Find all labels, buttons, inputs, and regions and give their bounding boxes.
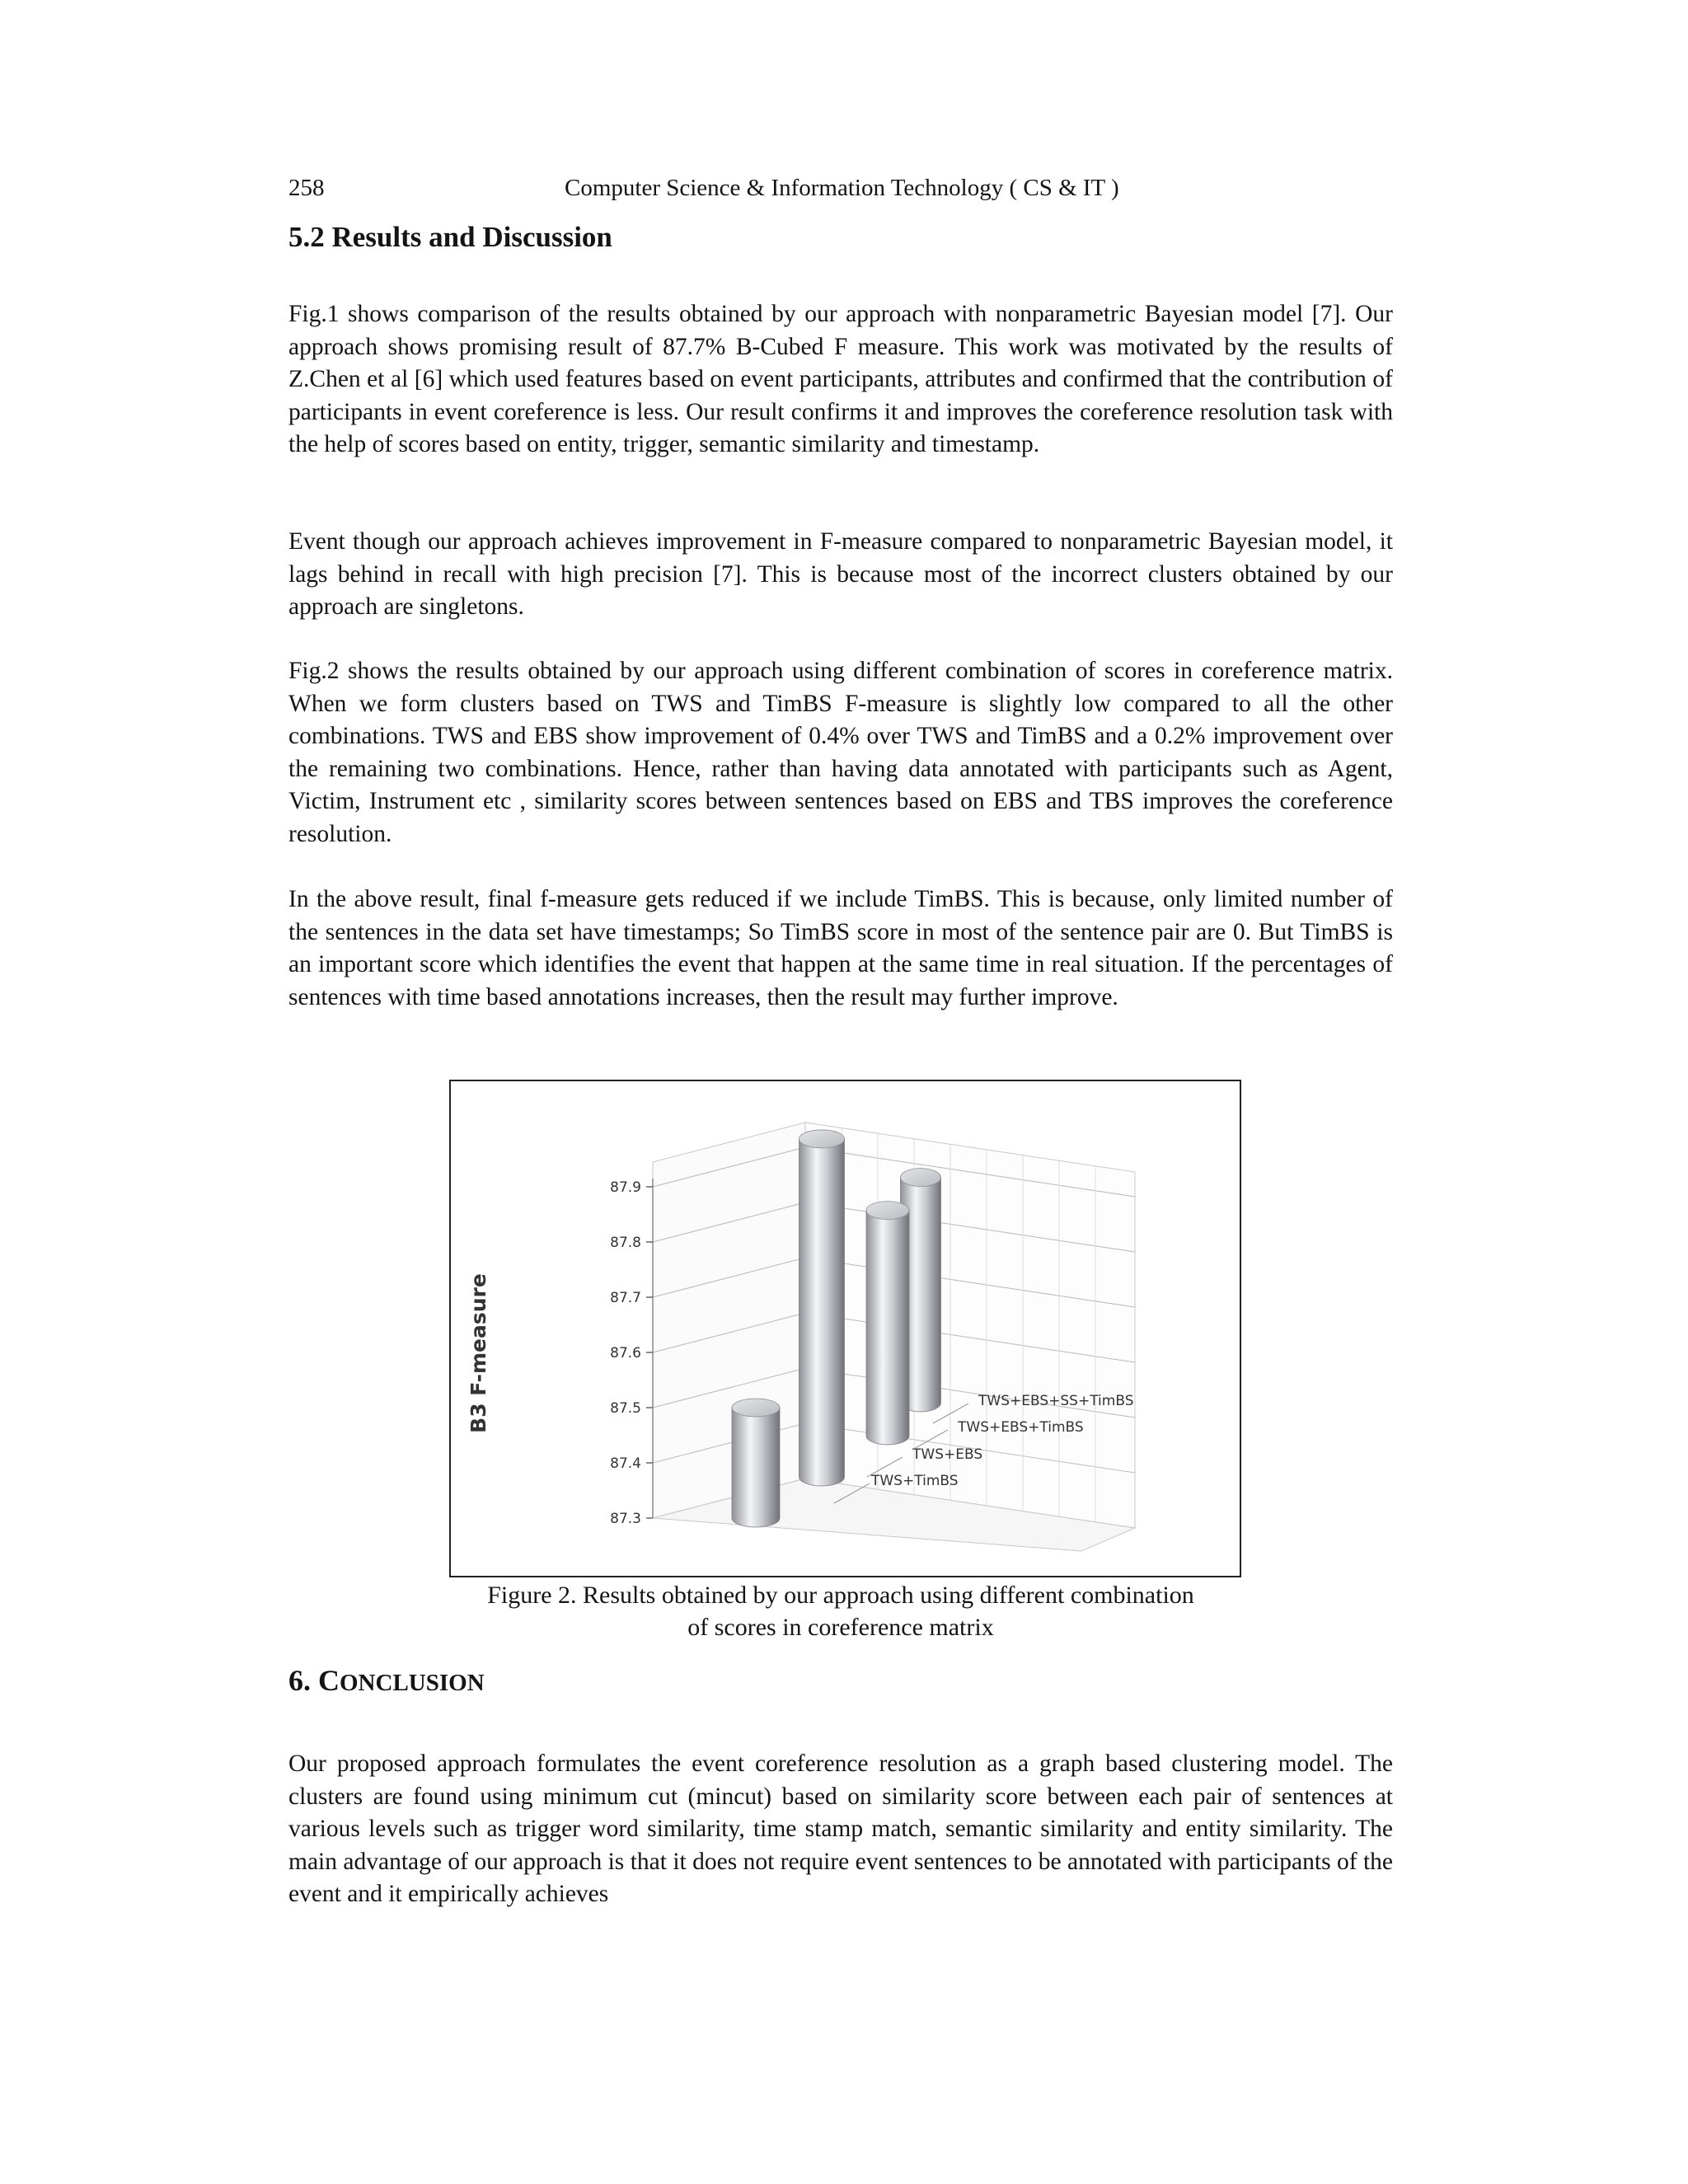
paragraph: Our proposed approach formulates the event coreference resolution as a graph based clustering model. The clusters are found using minimum cut (mincut) based on similarity score between each pair of sentences at various levels such as trigger word similarity, time stamp match, semantic similarity and entity similarity. The main advantage of our approach is that it does not require event sentences to be annotated with participants of the event and it empirically achieves xyxy=(288,1750,1393,1907)
bar-top xyxy=(799,1130,845,1148)
bar-top xyxy=(901,1169,941,1187)
x-category-label: TWS+EBS xyxy=(912,1446,983,1463)
heading-initial: C xyxy=(318,1664,340,1697)
chart-side-wall xyxy=(653,1122,805,1518)
paragraph: Event though our approach achieves improvement in F-measure compared to nonparametric Bayesian model, it lags behind in recall with high precision [7]. This is because most of the incorrect clusters obtained by our approach are singletons. xyxy=(288,528,1393,620)
y-tick-label: 87.6 xyxy=(610,1345,641,1361)
bar-top xyxy=(866,1202,909,1220)
x-category-label: TWS+TimBS xyxy=(871,1473,959,1489)
heading-smallcaps: ONCLUSION xyxy=(340,1670,485,1696)
x-category-label: TWS+EBS+SS+TimBS xyxy=(978,1393,1134,1409)
chart-back-wall xyxy=(805,1122,1135,1528)
paragraph: Fig.1 shows comparison of the results obtained by our approach with nonparametric Bayesian model [7]. Our approach shows promising result of 87.7% B-Cubed F measure. This work was motivated by the results of Z.Chen et al [6] which used features based on event participants, attributes and confirmed that the contribution of participants in event coreference is less. Our result confirms it and improves the coreference resolution task with the help of scores based on entity, trigger, semantic similarity and timestamp. xyxy=(288,301,1393,457)
y-tick-label: 87.9 xyxy=(610,1179,641,1196)
paragraph: Fig.2 shows the results obtained by our approach using different combination of scores in coreference matrix. When we form clusters based on TWS and TimBS F-measure is slightly low compared to all the other combinations. TWS and EBS show improvement of 0.4% over TWS and TimBS and a 0.2% improvement over the remaining two combinations. Hence, rather than having data annotated with participants such as Agent, Victim, Instrument etc , similarity scores between sentences based on EBS and TBS improves the coreference resolution. xyxy=(288,658,1393,847)
bar-1 xyxy=(732,1399,780,1527)
bar-body xyxy=(799,1139,845,1486)
chart-3d-cylinder-bar xyxy=(451,1081,1240,1576)
y-tick-label: 87.7 xyxy=(610,1290,641,1306)
journal-name: Computer Science & Information Technology ( CS & IT ) xyxy=(565,175,1119,201)
caption-line-1: Figure 2. Results obtained by our approach using different combination xyxy=(487,1582,1194,1609)
y-tick-label: 87.5 xyxy=(610,1400,641,1417)
bar-top xyxy=(732,1399,780,1417)
y-tick-label: 87.4 xyxy=(610,1455,641,1472)
page-number: 258 xyxy=(288,175,325,201)
y-tick-label: 87.3 xyxy=(610,1511,641,1527)
y-tick-label: 87.8 xyxy=(610,1235,641,1251)
heading-number: 6. xyxy=(288,1664,318,1697)
x-category-label: TWS+EBS+TimBS xyxy=(958,1419,1084,1436)
section-heading-conclusion xyxy=(288,1661,485,1702)
paragraph: In the above result, final f-measure gets reduced if we include TimBS. This is because, only limited number of the sentences in the data set have timestamps; So TimBS score in most of the sentence pair are 0. But TimBS is an important score which identifies the event that happen at the same time in real situation. If the percentages of sentences with time based annotations increases, then the result may further improve. xyxy=(288,886,1393,1010)
bar-3 xyxy=(866,1202,909,1445)
y-axis-title: B3 F-measure xyxy=(467,1273,490,1433)
running-header xyxy=(288,171,1393,204)
bar-2 xyxy=(799,1130,845,1486)
bar-body xyxy=(866,1211,909,1445)
figure-caption xyxy=(346,1579,1335,1643)
caption-line-2: of scores in coreference matrix xyxy=(687,1614,994,1641)
figure-2 xyxy=(449,1080,1241,1577)
section-heading-results: 5.2 Results and Discussion xyxy=(288,221,612,253)
bar-body xyxy=(732,1408,780,1527)
